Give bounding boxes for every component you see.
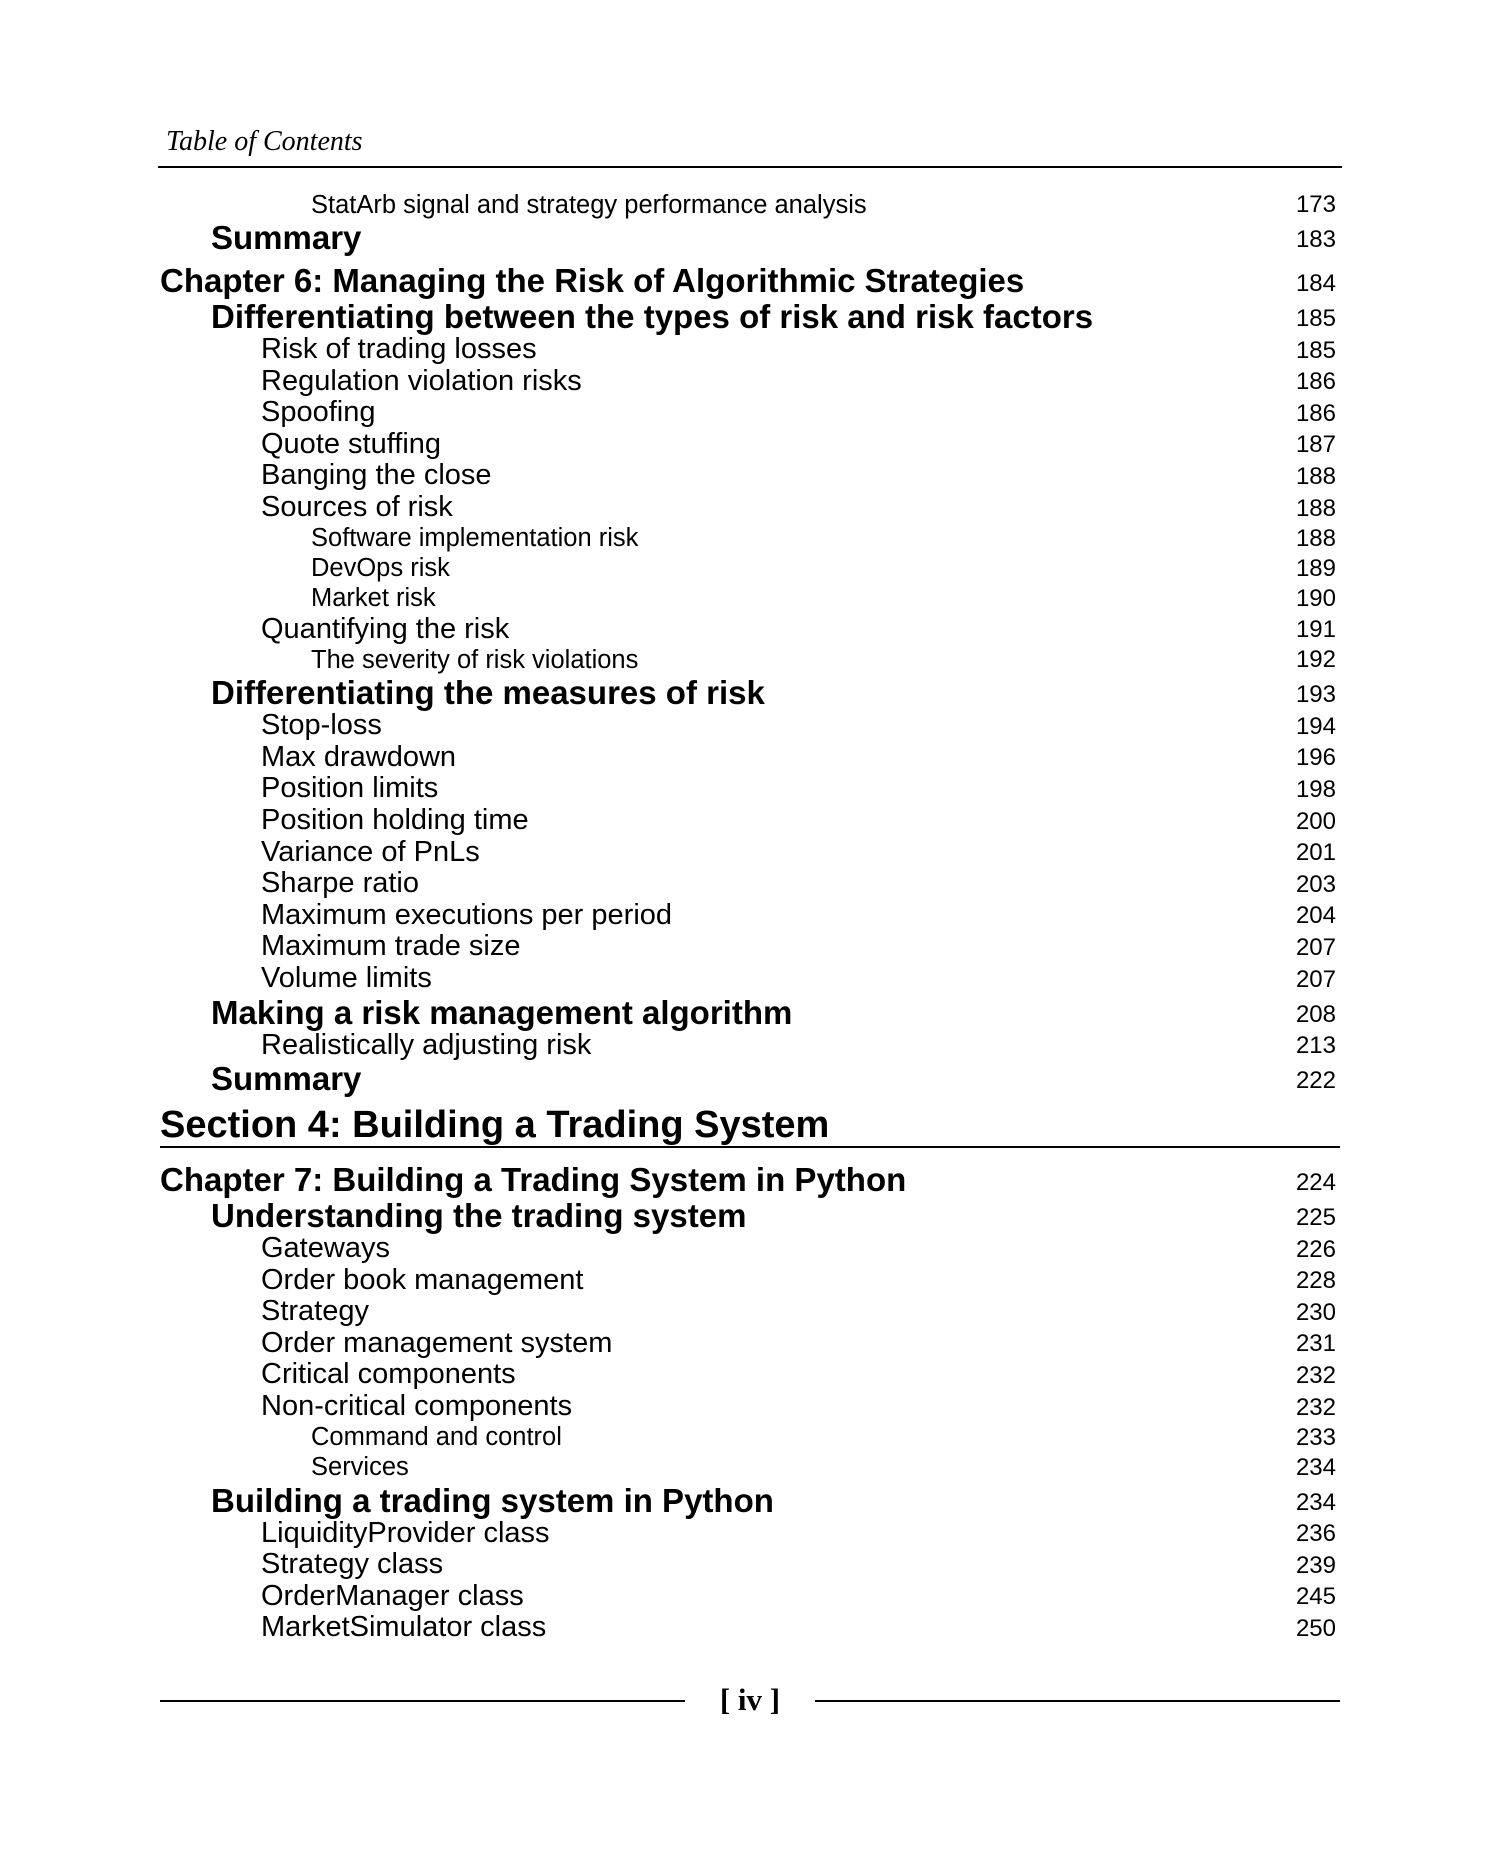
- toc-entry-page: 245: [1295, 1583, 1336, 1611]
- toc-entry-sub[interactable]: [160, 397, 1340, 429]
- toc-entry-sub[interactable]: [160, 963, 1340, 995]
- toc-entry-title: Chapter 6: Managing the Risk of Algorithmic Strategies: [160, 262, 1025, 299]
- toc-entry-page: 207: [1295, 933, 1336, 961]
- toc-entry-page: 208: [1295, 1000, 1336, 1028]
- toc-entry-page: 204: [1295, 902, 1336, 930]
- toc-entry-title: Services: [311, 1453, 409, 1482]
- toc-entry-title: Strategy: [261, 1295, 369, 1328]
- toc-entry-sub[interactable]: [160, 931, 1340, 963]
- toc-entry-title: DevOps risk: [311, 554, 450, 583]
- toc-entry-page: 198: [1295, 775, 1336, 803]
- toc-entry-page: 239: [1295, 1551, 1336, 1579]
- toc-entry-page: 225: [1295, 1204, 1336, 1232]
- toc-entry-title: Order book management: [261, 1263, 584, 1296]
- page-number: [ iv ]: [719, 1682, 781, 1717]
- toc-entry-chapter[interactable]: [160, 1162, 1340, 1198]
- toc-entry-title: Non-critical components: [261, 1390, 573, 1423]
- toc-entry-title: Max drawdown: [261, 740, 457, 773]
- toc-entry-title: Making a risk management algorithm: [211, 993, 793, 1031]
- toc-entry-page: 232: [1295, 1362, 1336, 1390]
- toc-entry-page: 189: [1295, 554, 1336, 582]
- toc-entry-section[interactable]: [160, 220, 1340, 255]
- toc-entry-title: Chapter 7: Building a Trading System in Python: [160, 1161, 907, 1199]
- toc-entry-title: Summary: [211, 219, 362, 256]
- toc-entry-page: 183: [1295, 226, 1336, 253]
- toc-entry-page: 228: [1295, 1267, 1336, 1295]
- toc-entry-sub[interactable]: [160, 1265, 1340, 1297]
- running-header-title: Table of Contents: [166, 126, 363, 157]
- toc-entry-sub[interactable]: [160, 1549, 1340, 1581]
- toc-entry-page: 194: [1295, 712, 1336, 740]
- toc-entry-page: 201: [1295, 839, 1336, 867]
- toc-entry-page: 188: [1295, 494, 1336, 522]
- toc-entry-title: Stop-loss: [261, 709, 382, 742]
- toc-entry-title: Understanding the trading system: [211, 1197, 747, 1235]
- toc-entry-title: Position holding time: [261, 803, 529, 836]
- toc-entry-sub[interactable]: [160, 742, 1340, 774]
- toc-entry-title: OrderManager class: [261, 1579, 524, 1612]
- toc-entry-section[interactable]: [160, 1483, 1340, 1518]
- toc-entry-page: 236: [1295, 1520, 1336, 1548]
- toc-entry-sub[interactable]: [160, 1359, 1340, 1391]
- toc-entry-page: 188: [1295, 462, 1336, 490]
- toc-entry-title: MarketSimulator class: [261, 1611, 547, 1644]
- toc-entry-sub[interactable]: [160, 868, 1340, 900]
- toc-entry-sub[interactable]: [160, 429, 1340, 461]
- toc-entry-page: 234: [1295, 1488, 1336, 1516]
- toc-entry-section[interactable]: [160, 299, 1340, 334]
- toc-entry-title: Regulation violation risks: [261, 364, 582, 397]
- toc-entry-sub[interactable]: [160, 1612, 1340, 1644]
- toc-entry-section[interactable]: [160, 1061, 1340, 1096]
- toc-entry-title: Variance of PnLs: [261, 835, 480, 868]
- toc-entry-subsub[interactable]: [160, 1423, 1340, 1453]
- toc-entry-title: Quantifying the risk: [261, 612, 510, 645]
- toc-entry-page: 192: [1295, 646, 1336, 674]
- toc-entry-title: Critical components: [261, 1358, 516, 1391]
- toc-entry-title: Risk of trading losses: [261, 333, 537, 365]
- toc-entry-page: 187: [1295, 431, 1336, 459]
- toc-entry-sub[interactable]: [160, 773, 1340, 805]
- toc-entry-title: Strategy class: [261, 1548, 444, 1581]
- toc-entry-sub[interactable]: [160, 1581, 1340, 1613]
- toc-entry-sub[interactable]: [160, 1391, 1340, 1423]
- toc-entry-subsub[interactable]: [160, 645, 1340, 675]
- toc-entry-page: 186: [1295, 399, 1336, 427]
- toc-entry-title: Building a trading system in Python: [211, 1481, 774, 1519]
- toc-entry-page: 193: [1295, 681, 1336, 709]
- toc-entry-page: 185: [1295, 305, 1336, 332]
- toc-entry-page: 233: [1295, 1423, 1336, 1451]
- toc-entry-title: Realistically adjusting risk: [261, 1028, 592, 1061]
- toc-entry-subsub[interactable]: [160, 524, 1340, 554]
- toc-entry-title: Sharpe ratio: [261, 867, 419, 900]
- toc-entry-page: 234: [1295, 1453, 1336, 1481]
- toc-entry-page: 196: [1295, 744, 1336, 772]
- toc-entry-page: 191: [1295, 616, 1336, 644]
- toc-entry-title: Summary: [211, 1060, 362, 1098]
- toc-entry-sub[interactable]: [160, 492, 1340, 524]
- toc-entry-sub[interactable]: [160, 614, 1340, 646]
- toc-entry-subsub[interactable]: [160, 584, 1340, 614]
- toc-entry-page: 213: [1295, 1032, 1336, 1060]
- toc-entry-title: Maximum trade size: [261, 930, 521, 963]
- toc-entry-sub[interactable]: [160, 1296, 1340, 1328]
- toc-entry-page: 190: [1295, 584, 1336, 612]
- toc-entry-chapter[interactable]: [160, 263, 1340, 299]
- toc-entry-page: 185: [1295, 336, 1336, 364]
- toc-entry-title: Gateways: [261, 1232, 390, 1265]
- toc-entry-sub[interactable]: [160, 837, 1340, 869]
- toc-entry-subsub[interactable]: [160, 190, 1340, 220]
- toc-entry-title: Section 4: Building a Trading System: [160, 1104, 830, 1147]
- toc-entry-title: Spoofing: [261, 396, 376, 429]
- toc-entry-section[interactable]: [160, 675, 1340, 710]
- toc-entry-title: The severity of risk violations: [311, 645, 639, 674]
- toc-entry-sub[interactable]: [160, 460, 1340, 492]
- toc-entry-page: 226: [1295, 1235, 1336, 1263]
- toc-entry-subsub[interactable]: [160, 554, 1340, 584]
- toc-entry-page: 188: [1295, 524, 1336, 552]
- toc-entry-page: 230: [1295, 1298, 1336, 1326]
- toc-entry-title: Differentiating between the types of risk and risk factors: [211, 298, 1094, 335]
- page-header: [158, 120, 1342, 168]
- toc-entry-title: Position limits: [261, 772, 439, 805]
- toc-entry-page: 203: [1295, 870, 1336, 898]
- toc-entry-page: 222: [1295, 1067, 1336, 1095]
- toc-entry-subsub[interactable]: [160, 1453, 1340, 1483]
- toc-entry-page: 250: [1295, 1615, 1336, 1643]
- toc-entry-sub[interactable]: [160, 1518, 1340, 1550]
- toc-entry-sub[interactable]: [160, 805, 1340, 837]
- toc-entry-title: Quote stuffing: [261, 427, 442, 460]
- toc-entry-title: Differentiating the measures of risk: [211, 674, 765, 712]
- toc-entry-sub[interactable]: [160, 1328, 1340, 1360]
- toc-entry-sub[interactable]: [160, 334, 1340, 366]
- toc-entry-page: 207: [1295, 965, 1336, 993]
- toc-entry-page: 200: [1295, 807, 1336, 835]
- toc-entry-title: Volume limits: [261, 961, 432, 994]
- toc-entry-sub[interactable]: [160, 1030, 1340, 1062]
- toc-entry-sub[interactable]: [160, 900, 1340, 932]
- toc-entry-title: Banging the close: [261, 459, 492, 492]
- toc-entry-title: Maximum executions per period: [261, 898, 673, 931]
- toc-entry-page: 186: [1295, 368, 1336, 396]
- toc-entry-title: Order management system: [261, 1326, 613, 1359]
- toc-entry-title: StatArb signal and strategy performance analysis: [311, 190, 867, 219]
- page-footer: [160, 1680, 1340, 1720]
- toc-entry-page: 184: [1295, 270, 1336, 297]
- toc-entry-title: LiquidityProvider class: [261, 1516, 550, 1549]
- toc-entry-title: Sources of risk: [261, 490, 453, 523]
- toc-entry-page: 232: [1295, 1393, 1336, 1421]
- toc-entry-page: 231: [1295, 1330, 1336, 1358]
- toc-entry-sub[interactable]: [160, 366, 1340, 398]
- toc-entry-section[interactable]: [160, 1198, 1340, 1233]
- toc-entry-page: 173: [1295, 191, 1336, 218]
- toc-entry-sub[interactable]: [160, 710, 1340, 742]
- footer-rule-right: [815, 1700, 1340, 1702]
- toc-entry-page: 224: [1295, 1169, 1336, 1197]
- toc-entry-sub[interactable]: [160, 1233, 1340, 1265]
- table-of-contents: [160, 190, 1340, 1644]
- toc-entry-section[interactable]: [160, 995, 1340, 1030]
- toc-entry-title: Market risk: [311, 584, 436, 613]
- toc-entry-title: Command and control: [311, 1423, 562, 1452]
- part-heading[interactable]: [160, 1104, 1340, 1148]
- toc-entry-title: Software implementation risk: [311, 524, 639, 553]
